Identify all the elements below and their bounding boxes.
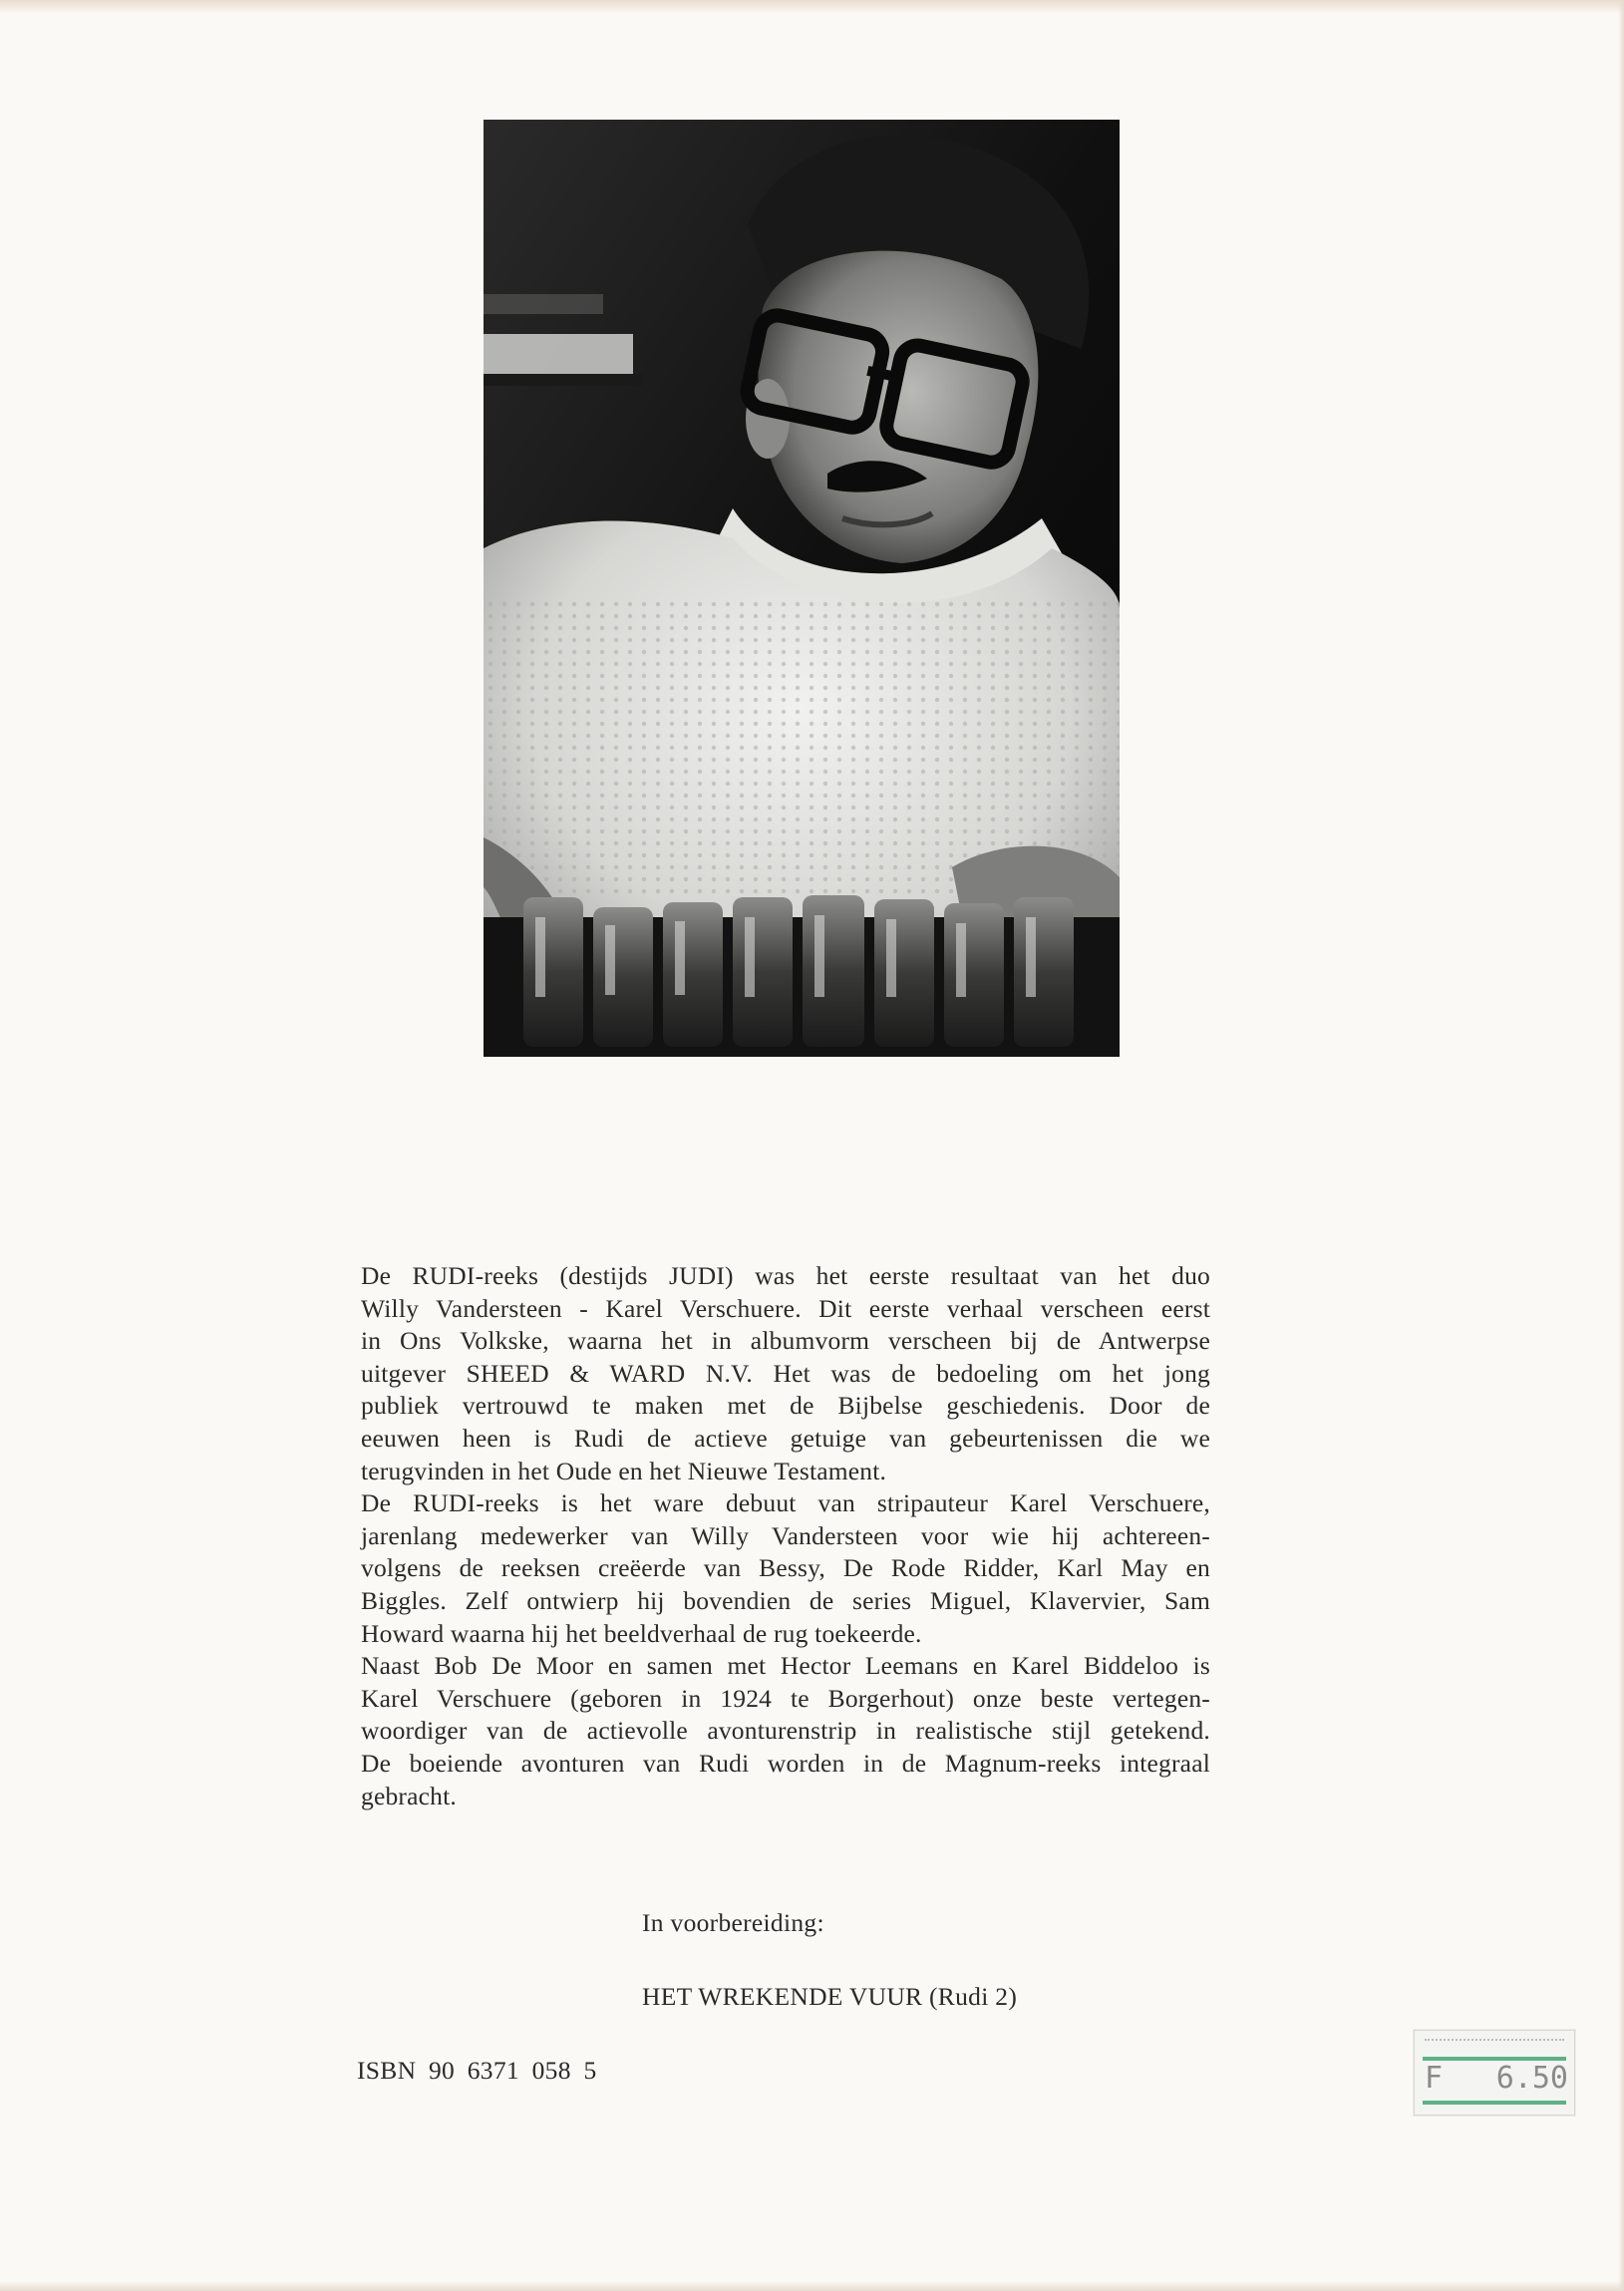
page-edge-top: [0, 0, 1624, 14]
blurb-line: Biggles. Zelf ontwierp hij bovendien de series Miguel, Klavervier, Sam: [361, 1585, 1210, 1615]
next-title: HET WREKENDE VUUR (Rudi 2): [642, 1982, 1018, 2011]
price-sticker: [1414, 2030, 1575, 2116]
sticker-stripe-bottom: [1423, 2101, 1566, 2105]
blurb-line: Karel Verschuere (geboren in 1924 te Borgerhout) onze beste vertegen-: [361, 1683, 1210, 1713]
blurb-line: in Ons Volkske, waarna het in albumvorm verscheen bij de Antwerpse: [361, 1326, 1210, 1356]
price-amount: 6.50: [1495, 2061, 1568, 2096]
price-currency: F: [1425, 2061, 1444, 2096]
page-edge-bottom: [0, 2281, 1624, 2291]
blurb-text: [361, 1260, 1210, 1812]
blurb-line: publiek vertrouwd te maken met de Bijbelse geschiedenis. Door de: [361, 1391, 1210, 1421]
blurb-line: uitgever SHEED & WARD N.V. Het was de bedoeling om het jong: [361, 1358, 1210, 1388]
blurb-line: jarenlang medewerker van Willy Vandersteen voor wie hij achtereen-: [361, 1520, 1210, 1550]
isbn: ISBN 90 6371 058 5: [357, 2056, 597, 2085]
blurb-line: gebracht.: [361, 1781, 457, 1810]
portrait-photo-drawing: [484, 120, 1120, 1057]
blurb-line: De RUDI-reeks (destijds JUDI) was het eerste resultaat van het duo: [361, 1261, 1210, 1290]
blurb-line: Howard waarna hij het beeldverhaal de rug toekeerde.: [361, 1618, 922, 1648]
blurb-line: De boeiende avonturen van Rudi worden in de Magnum-reeks integraal: [361, 1748, 1210, 1778]
blurb-line: woordiger van de actievolle avonturenstrip in realistische stijl getekend.: [361, 1716, 1210, 1746]
blurb-line: De RUDI-reeks is het ware debuut van stripauteur Karel Verschuere,: [361, 1488, 1210, 1518]
blurb-line: Naast Bob De Moor en samen met Hector Leemans en Karel Biddeloo is: [361, 1651, 1210, 1681]
blurb-line: Willy Vandersteen - Karel Verschuere. Dit eerste verhaal verscheen eerst: [361, 1293, 1210, 1323]
portrait-photo: [484, 120, 1120, 1057]
blurb-line: terugvinden in het Oude en het Nieuwe Testament.: [361, 1456, 887, 1485]
in-preparation-label: In voorbereiding:: [642, 1908, 824, 1937]
page-edge-right: [1618, 0, 1624, 2291]
price-label: [1425, 2061, 1568, 2096]
blurb-line: eeuwen heen is Rudi de actieve getuige van gebeurtenissen die we: [361, 1423, 1210, 1453]
sticker-perforation: [1425, 2039, 1564, 2051]
blurb-line: volgens de reeksen creëerde van Bessy, De Rode Ridder, Karl May en: [361, 1553, 1210, 1583]
